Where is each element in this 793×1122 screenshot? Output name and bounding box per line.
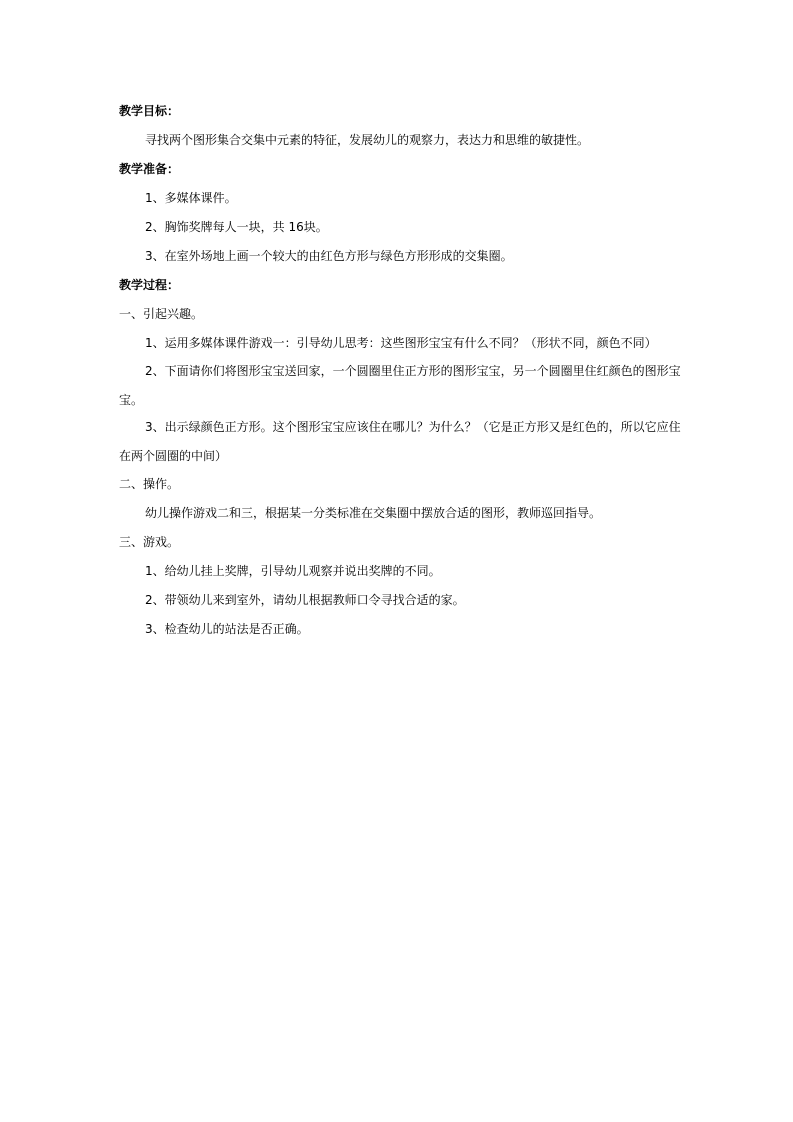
goal-text: 寻找两个图形集合交集中元素的特征，发展幼儿的观察力，表达力和思维的敏捷性。 <box>145 133 590 147</box>
section3-item: 2、带领幼儿来到室外，请幼儿根据教师口令寻找合适的家。 <box>145 593 465 607</box>
section1-item: 1、运用多媒体课件游戏一：引导幼儿思考：这些图形宝宝有什么不同？（形状不同，颜色不同） <box>145 336 657 350</box>
lesson-plan-content <box>119 102 689 649</box>
section1-title: 一、引起兴趣。 <box>119 307 204 321</box>
section2-text: 幼儿操作游戏二和三，根据某一分类标准在交集圈中摆放合适的图形，教师巡回指导。 <box>145 506 602 520</box>
section1-item: 3、出示绿颜色正方形。这个图形宝宝应该住在哪儿？为什么？（它是正方形又是红色的，所以它应住在两个圆圈的中间） <box>119 420 681 463</box>
goal-heading: 教学目标： <box>119 104 180 118</box>
section1-item: 2、下面请你们将图形宝宝送回家，一个圆圈里住正方形的图形宝宝，另一个圆圈里住红颜色的图形宝宝。 <box>119 364 681 407</box>
prep-item: 2、胸饰奖牌每人一块，共 16块。 <box>145 220 328 234</box>
process-heading: 教学过程： <box>119 278 180 292</box>
prep-item: 1、多媒体课件。 <box>145 191 237 205</box>
section3-item: 3、检查幼儿的站法是否正确。 <box>145 622 309 636</box>
section3-title: 三、游戏。 <box>119 535 180 549</box>
section2-title: 二、操作。 <box>119 477 180 491</box>
section3-item: 1、给幼儿挂上奖牌，引导幼儿观察并说出奖牌的不同。 <box>145 564 441 578</box>
prep-item: 3、在室外场地上画一个较大的由红色方形与绿色方形形成的交集圈。 <box>145 249 513 263</box>
prep-heading: 教学准备： <box>119 162 180 176</box>
